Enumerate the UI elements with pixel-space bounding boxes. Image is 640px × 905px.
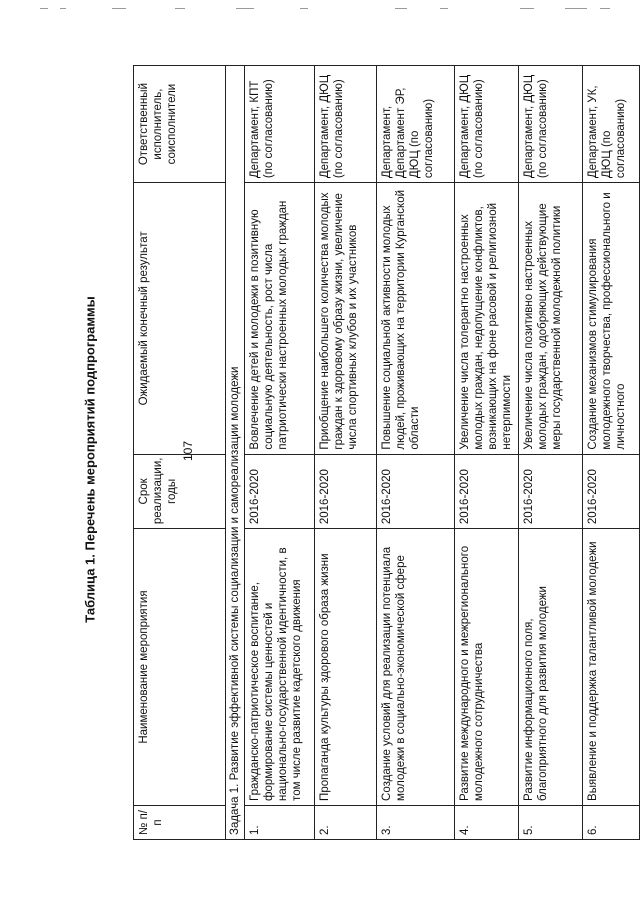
row-name: Развитие международного и межрегионального молодежного сотрудничества	[455, 529, 519, 806]
table-row	[519, 66, 583, 840]
row-responsible: Департамент, ДЮЦ (по согласованию)	[455, 66, 519, 183]
rotated-table-wrapper	[133, 65, 638, 840]
row-responsible: Департамент, ДЮЦ (по согласованию)	[315, 66, 377, 183]
row-num: 6.	[583, 805, 640, 839]
table-row	[377, 66, 455, 840]
row-term: 2016-2020	[315, 454, 377, 529]
header-name: Наименование мероприятия	[134, 529, 226, 806]
measures-table	[133, 65, 640, 840]
row-responsible: Департамент, ДЮЦ (по согласованию)	[519, 66, 583, 183]
row-num: 3.	[377, 805, 455, 839]
row-num: 2.	[315, 805, 377, 839]
row-term: 2016-2020	[245, 454, 315, 529]
row-responsible: Департамент, УК, ДЮЦ (по согласованию)	[583, 66, 640, 183]
row-result: Повышение социальной активности молодых людей, проживающих на территории Курганской области	[377, 183, 455, 454]
row-num: 5.	[519, 805, 583, 839]
row-term: 2016-2020	[455, 454, 519, 529]
row-result: Создание механизмов стимулирования молодежного творчества, профессионального и личностного	[583, 183, 640, 454]
row-name: Создание условий для реализации потенциала молодежи в социально-экономической сфере	[377, 529, 455, 806]
row-responsible: Департамент, Департамент ЭР, ДЮЦ (по согласованию)	[377, 66, 455, 183]
task-row	[226, 66, 245, 840]
row-num: 4.	[455, 805, 519, 839]
table-row	[455, 66, 519, 840]
scan-edge-marks	[0, 0, 640, 20]
row-result: Вовлечение детей и молодежи в позитивную социальную деятельность, рост числа патриотически настроенных молодых граждан	[245, 183, 315, 454]
row-result: Приобщение наибольшего количества молодых граждан к здоровому образу жизни, увеличение числа спортивных клубов и их участников	[315, 183, 377, 454]
row-term: 2016-2020	[377, 454, 455, 529]
row-responsible: Департамент, КПТ (по согласованию)	[245, 66, 315, 183]
header-term: Срок реализации, годы	[134, 454, 226, 529]
header-responsible: Ответственный исполнитель, соисполнители	[134, 66, 226, 183]
row-name: Развитие информационного поля, благоприятного для развития молодежи	[519, 529, 583, 806]
page-number: 107	[181, 440, 195, 462]
table-row	[583, 66, 640, 840]
row-name: Пропаганда культуры здорового образа жизни	[315, 529, 377, 806]
header-result: Ожидаемый конечный результат	[134, 183, 226, 454]
row-term: 2016-2020	[519, 454, 583, 529]
table-row	[315, 66, 377, 840]
table-row	[245, 66, 315, 840]
table-header-row	[134, 66, 226, 840]
table-title: Таблица 1. Перечень мероприятий подпрограммы	[82, 296, 98, 623]
row-name: Гражданско-патриотическое воспитание, формирование системы ценностей и национально-государственной идентичности, в том числе развитие кадетского движения	[245, 529, 315, 806]
row-result: Увеличение числа толерантно настроенных молодых граждан, недопущение конфликтов, возникающих на фоне расовой и религиозной нетерпимости	[455, 183, 519, 454]
task-heading: Задача 1. Развитие эффективной системы социализации и самореализации молодежи	[226, 66, 245, 840]
row-term: 2016-2020	[583, 454, 640, 529]
row-num: 1.	[245, 805, 315, 839]
header-num: № п/п	[134, 805, 226, 839]
row-name: Выявление и поддержка талантливой молодежи	[583, 529, 640, 806]
row-result: Увеличение числа позитивно настроенных молодых граждан, одобряющих действующие меры государственной молодежной политики	[519, 183, 583, 454]
